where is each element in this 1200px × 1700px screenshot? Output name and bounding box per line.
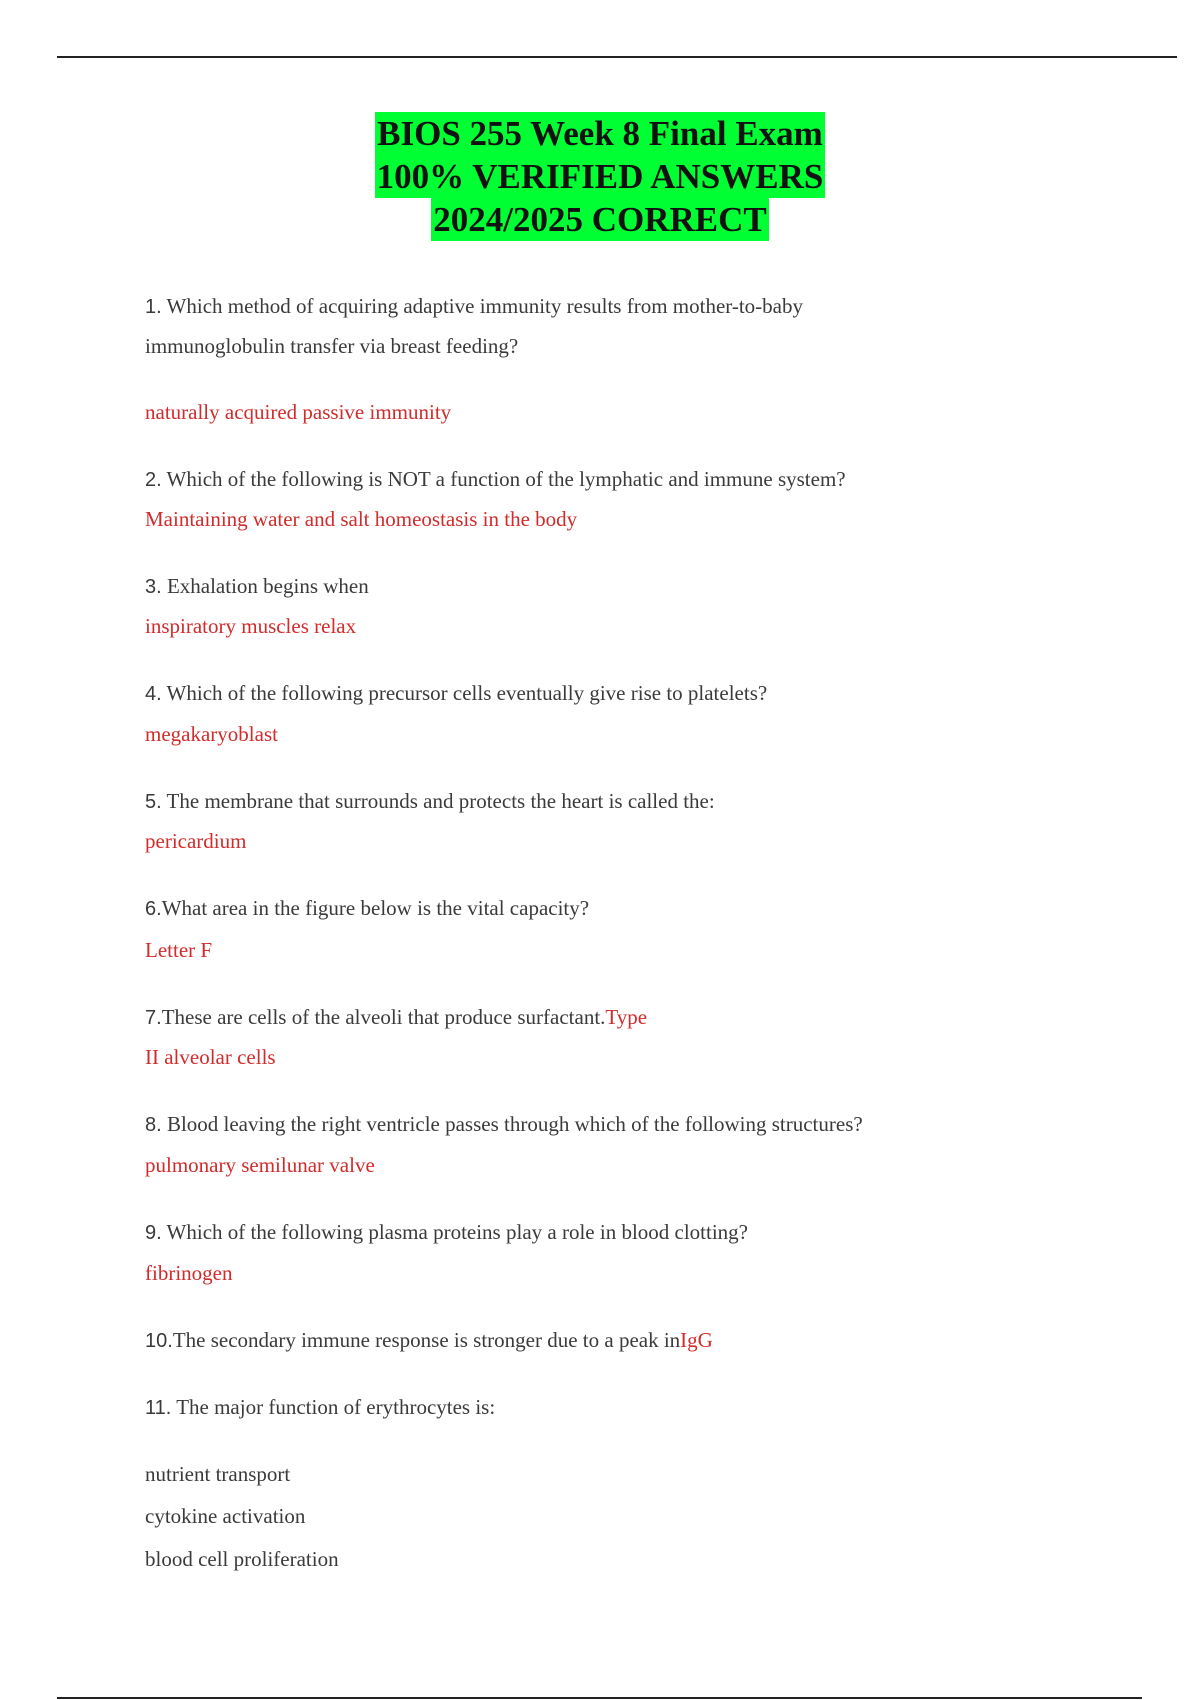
answer-1: naturally acquired passive immunity	[145, 400, 452, 424]
question-text: The membrane that surrounds and protects the heart is called the:	[161, 789, 715, 813]
answer-2: Maintaining water and salt homeostasis in the body	[145, 507, 578, 531]
title-line-2: 100% VERIFIED ANSWERS	[376, 157, 824, 196]
question-number: 5.	[145, 791, 162, 813]
question-text: Which method of acquiring adaptive immunity results from mother-to-baby	[161, 294, 803, 318]
question-number: 10.	[145, 1330, 173, 1352]
question-number: 11.	[145, 1397, 172, 1419]
top-rule	[57, 56, 1177, 58]
question-text: Which of the following is NOT a function of the lymphatic and immune system?	[161, 467, 846, 491]
question-text: immunoglobulin transfer via breast feeding?	[145, 334, 519, 358]
answer-7-part-1: Type	[605, 1005, 648, 1029]
question-text: Which of the following plasma proteins play a role in blood clotting?	[161, 1220, 749, 1244]
question-number: 4.	[145, 683, 162, 705]
question-number: 7.	[145, 1007, 162, 1029]
question-text: What area in the figure below is the vital capacity?	[161, 896, 590, 920]
question-6	[145, 894, 589, 923]
question-text: Blood leaving the right ventricle passes through which of the following structures?	[161, 1112, 863, 1136]
question-1	[145, 292, 803, 321]
question-text: The major function of erythrocytes is:	[171, 1395, 496, 1419]
question-7	[145, 1003, 647, 1032]
answer-6: Letter F	[145, 938, 213, 962]
question-2	[145, 465, 846, 494]
question-1-continued	[145, 332, 518, 360]
option-item: blood cell proliferation	[145, 1547, 339, 1571]
option-item: nutrient transport	[145, 1462, 291, 1486]
question-9	[145, 1218, 748, 1247]
question-text: Which of the following precursor cells eventually give rise to platelets?	[161, 681, 768, 705]
question-4	[145, 679, 767, 708]
question-number: 8.	[145, 1114, 162, 1136]
question-number: 1.	[145, 296, 162, 318]
option-item: cytokine activation	[145, 1504, 306, 1528]
answer-4: megakaryoblast	[145, 722, 278, 746]
answer-7-part-2: II alveolar cells	[145, 1045, 276, 1069]
question-3	[145, 572, 369, 601]
question-11	[145, 1393, 495, 1422]
answer-3: inspiratory muscles relax	[145, 614, 357, 638]
answer-5: pericardium	[145, 829, 247, 853]
question-number: 3.	[145, 576, 162, 598]
question-number: 2.	[145, 469, 162, 491]
question-number: 6.	[145, 898, 162, 920]
title-line-1: BIOS 255 Week 8 Final Exam	[377, 114, 823, 153]
question-5	[145, 787, 715, 816]
title-line-3: 2024/2025 CORRECT	[433, 200, 767, 239]
question-10	[145, 1326, 713, 1355]
question-text: Exhalation begins when	[161, 574, 369, 598]
question-text: These are cells of the alveoli that produce surfactant.	[161, 1005, 606, 1029]
question-8	[145, 1110, 863, 1139]
answer-8: pulmonary semilunar valve	[145, 1153, 375, 1177]
document-title	[0, 112, 1200, 241]
question-number: 9.	[145, 1222, 162, 1244]
question-text: The secondary immune response is stronger due to a peak in	[172, 1328, 681, 1352]
answer-9: fibrinogen	[145, 1261, 233, 1285]
answer-10: IgG	[680, 1328, 713, 1352]
bottom-rule	[57, 1697, 1142, 1699]
